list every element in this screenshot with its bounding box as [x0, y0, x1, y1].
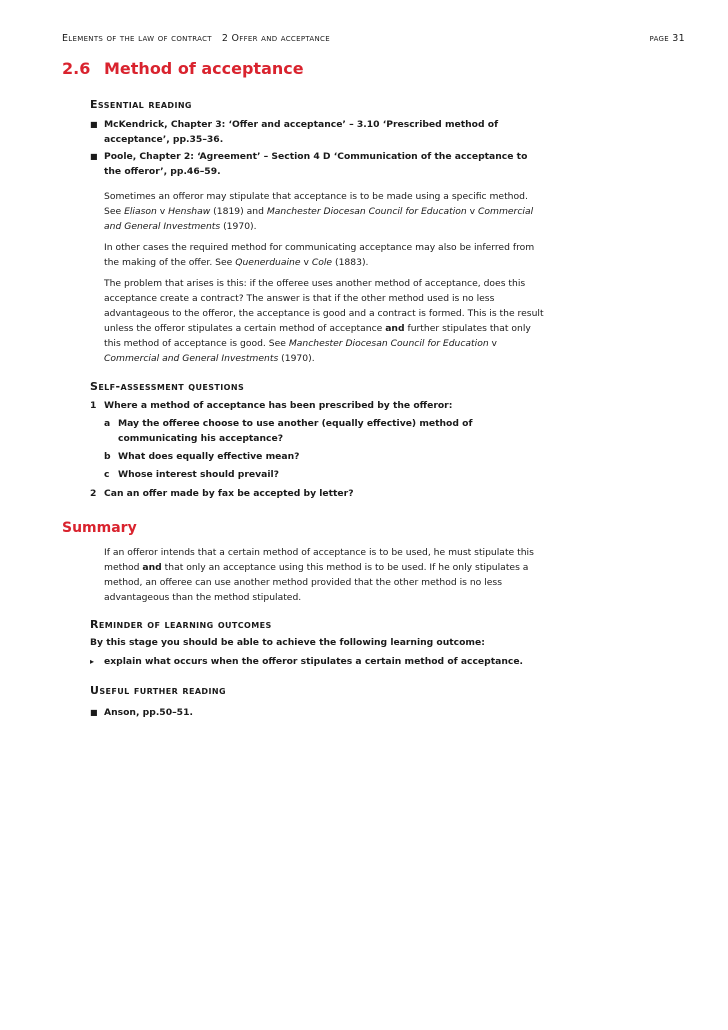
question-2 [90, 486, 540, 501]
emphasis: and [142, 562, 162, 573]
sub-question-letter: c [104, 469, 110, 480]
section-number: 2.6 [62, 59, 91, 78]
question-1 [90, 398, 540, 413]
text-run: that only an acceptance using this method is to be used. If he only stipulates a method, an offeree can use another method provided that the other method is no less advantageous than the method stipulated. [104, 562, 529, 603]
text-run: further stipulates that only this method of acceptance is good. See [104, 323, 531, 349]
running-head [62, 33, 685, 47]
text-run: (1970). [278, 353, 315, 364]
running-title: Elements of the law of contract 2 Offer and acceptance [62, 33, 330, 44]
summary-heading: Summary [62, 520, 137, 536]
case-name: Commercial and General Investments [104, 353, 279, 364]
emphasis: and [385, 323, 405, 334]
text-run: (1883). [332, 257, 369, 268]
square-bullet-icon: ■ [90, 708, 98, 717]
list-item [90, 705, 540, 720]
list-item [90, 149, 540, 179]
text-run: In other cases the required method for communicating acceptance may also be inferred from the making of the offer. See [104, 242, 535, 268]
text-run: Sometimes an offeror may stipulate that acceptance is to be made using a specific method. See [104, 191, 528, 217]
case-name: Eliason [124, 206, 157, 217]
square-bullet-icon: ■ [90, 120, 98, 129]
triangle-bullet-icon: ▸ [90, 657, 95, 666]
further-reading-list [90, 705, 540, 722]
text-run: v [300, 257, 312, 268]
sub-question-a [104, 416, 540, 446]
text-run: (1819) and [210, 206, 267, 217]
essential-reading-heading: Essential reading [90, 98, 192, 111]
text-run: v [156, 206, 169, 217]
sub-question-text: May the offeree choose to use another (equally effective) method of communicating his acceptance? [118, 418, 473, 444]
text-run: v [488, 338, 497, 349]
question-text: Where a method of acceptance has been prescribed by the offeror: [104, 400, 453, 411]
case-name: Quenerduaine [235, 257, 301, 268]
question-number: 2 [90, 488, 97, 499]
case-name: Cole [311, 257, 333, 268]
square-bullet-icon: ■ [90, 152, 98, 161]
self-assessment-heading: Self-assessment questions [90, 380, 245, 393]
sub-question-b [104, 449, 540, 464]
body-paragraph-3 [104, 276, 544, 366]
learning-outcomes-list [90, 654, 540, 671]
body-paragraph-2 [104, 240, 544, 270]
question-text: Can an offer made by fax be accepted by letter? [104, 488, 354, 499]
sub-question-c [104, 467, 540, 482]
text-run: (1970). [220, 221, 257, 232]
section-heading [62, 59, 304, 78]
case-name: Henshaw [168, 206, 211, 217]
sub-question-text: What does equally effective mean? [118, 451, 300, 462]
case-name: Commercial and General Investments [104, 206, 534, 232]
text-run: v [466, 206, 478, 217]
reading-item-text: Anson, pp.50–51. [104, 707, 193, 718]
essential-reading-list [90, 117, 540, 181]
outcome-text: explain what occurs when the offeror stipulates a certain method of acceptance. [104, 656, 524, 667]
list-item [90, 117, 540, 147]
summary-paragraph [104, 545, 544, 605]
sub-question-letter: b [104, 451, 111, 462]
sub-question-letter: a [104, 418, 111, 429]
text-run: The problem that arises is this: if the offeree uses another method of acceptance, does this acceptance create a contract? The answer is that if the other method used is no less advantageous to the offeror, the acceptance is good and a contract is formed. This is the result unless the offeror stipulates a certain method of acceptance [104, 278, 544, 334]
case-name: Manchester Diocesan Council for Education [288, 338, 489, 349]
case-name: Manchester Diocesan Council for Education [266, 206, 467, 217]
reading-item-text: Poole, Chapter 2: ‘Agreement’ – Section 4 D ‘Communication of the acceptance to the offeror’, pp.46–59. [104, 151, 528, 177]
body-paragraph-1 [104, 189, 544, 234]
learning-outcomes-heading: Reminder of learning outcomes [90, 618, 272, 631]
further-reading-heading: Useful further reading [90, 684, 226, 697]
question-number: 1 [90, 400, 97, 411]
list-item [90, 654, 540, 669]
section-title: Method of acceptance [104, 59, 304, 78]
sub-question-text: Whose interest should prevail? [118, 469, 279, 480]
learning-outcomes-intro: By this stage you should be able to achieve the following learning outcome: [90, 637, 485, 648]
reading-item-text: McKendrick, Chapter 3: ‘Offer and acceptance’ – 3.10 ‘Prescribed method of acceptance’, pp.35–36. [104, 119, 499, 145]
page-number: page 31 [649, 33, 685, 44]
text-run: If an offeror intends that a certain method of acceptance is to be used, he must stipulate this method [104, 547, 534, 573]
